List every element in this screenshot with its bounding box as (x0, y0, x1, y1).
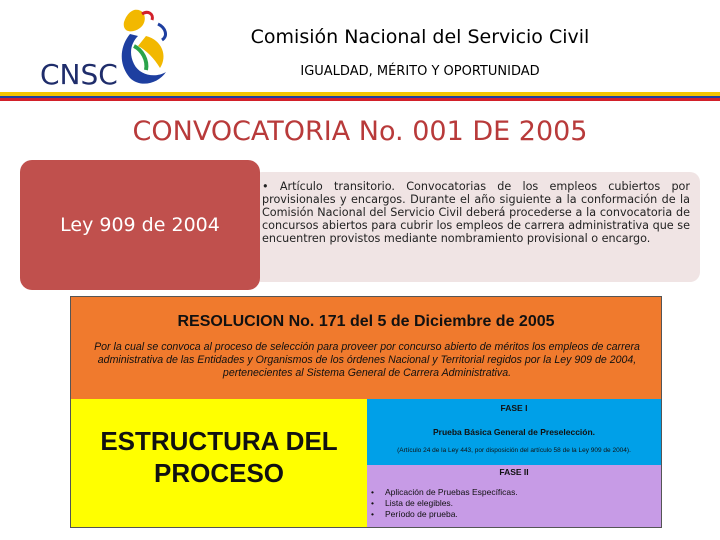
fase2-list (371, 487, 657, 520)
cnsc-logo (34, 6, 186, 92)
header-title: Comisión Nacional del Servicio Civil (250, 26, 590, 48)
law-label: Ley 909 de 2004 (60, 214, 220, 236)
law-box (20, 160, 260, 290)
fase1-label: FASE I (500, 403, 528, 413)
article-text: • Artículo transitorio. Convocatorias de los empleos cubiertos por provisionales y encargos. Durante el año siguiente a la conformación de la Comisión Nacional del Servicio Civil deberá procederse a la convocatoria de concursos abiertos para cubrir los empleos de carrera administrativa que se encuentren provistos mediante nombramiento provisional o encargo. (262, 180, 690, 245)
list-item: • Lista de elegibles. (371, 498, 657, 509)
list-item: • Aplicación de Pruebas Específicas. (371, 487, 657, 498)
structure-heading (71, 425, 367, 489)
fase1-name: Prueba Básica General de Preselección. (432, 427, 596, 437)
logo-text: CNSC (40, 58, 118, 91)
resolution-document (70, 296, 662, 528)
slide-title: CONVOCATORIA No. 001 DE 2005 (132, 116, 588, 147)
fase1-note: (Artículo 24 de la Ley 443, por disposición del artículo 58 de la Ley 909 de 2004). (397, 447, 631, 454)
resolution-title: RESOLUCION No. 171 del 5 de Diciembre de 2005 (177, 313, 555, 330)
list-item: • Período de prueba. (371, 509, 657, 520)
header-subtitle: IGUALDAD, MÉRITO Y OPORTUNIDAD (300, 64, 540, 79)
fase2-label: FASE II (499, 467, 529, 477)
structure-line-2: PROCESO (153, 458, 285, 488)
structure-line-1: ESTRUCTURA DEL (100, 426, 338, 456)
resolution-description: Por la cual se convoca al proceso de selección para proveer por concurso abierto de méritos los empleos de carrera administrativa de las Entidades y Organismos de los órdenes Nacional y Territorial regidos por la Ley 909 de 2004, pertenecientes al Sistema General de Carrera Administrativa. (94, 341, 640, 379)
flag-stripe-red (0, 98, 720, 101)
